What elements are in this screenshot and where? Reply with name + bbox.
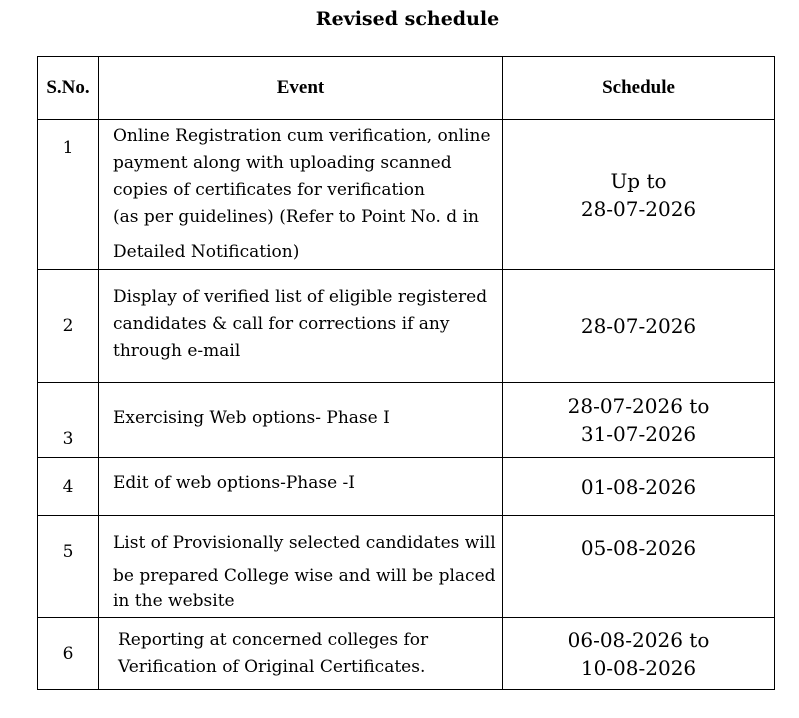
header-row [38, 57, 775, 120]
schedule-line: 05-08-2026 [580, 536, 697, 560]
row-schedule [503, 120, 775, 270]
schedule-line: 06-08-2026 to [567, 627, 710, 652]
row-schedule [503, 618, 775, 690]
schedule-line: 28-07-2026 [580, 314, 697, 338]
event-line: payment along with uploading scanned [113, 153, 452, 173]
row-event [99, 383, 503, 458]
row-schedule [503, 383, 775, 458]
row-sno: 4 [38, 458, 99, 516]
header-sno: S.No. [38, 57, 99, 120]
table-row [38, 120, 775, 270]
table-row [38, 270, 775, 383]
row-sno: 6 [38, 618, 99, 690]
row-event [99, 618, 503, 690]
event-line: Detailed Notification) [113, 242, 300, 262]
event-line: candidates & call for corrections if any [113, 314, 450, 334]
schedule-line: 28-07-2026 to [567, 394, 710, 418]
event-line: be prepared College wise and will be placed [113, 566, 496, 586]
row-event [99, 516, 503, 618]
event-line: Reporting at concerned colleges for [118, 629, 429, 650]
row-event [99, 458, 503, 516]
event-line: Verification of Original Certificates. [118, 656, 426, 677]
schedule-line: 28-07-2026 [580, 196, 697, 221]
table-row [38, 618, 775, 690]
page-title: Revised schedule [315, 8, 500, 30]
event-line: copies of certificates for verification [113, 180, 425, 200]
event-line: in the website [113, 591, 235, 611]
row-sno: 2 [38, 270, 99, 383]
event-line: Edit of web options-Phase -I [113, 473, 356, 493]
table-row [38, 458, 775, 516]
header-schedule: Schedule [503, 57, 775, 120]
table-row [38, 516, 775, 618]
row-schedule [503, 516, 775, 618]
event-line: List of Provisionally selected candidates will [113, 533, 496, 553]
event-line: through e-mail [113, 341, 241, 361]
row-sno: 5 [38, 516, 99, 618]
row-sno: 3 [38, 383, 99, 458]
schedule-line: 10-08-2026 [580, 655, 697, 680]
event-line: Exercising Web options- Phase I [113, 408, 390, 428]
schedule-line: 31-07-2026 [580, 422, 697, 446]
row-schedule [503, 458, 775, 516]
schedule-table [37, 56, 775, 690]
table-row [38, 383, 775, 458]
schedule-line: Up to [610, 168, 667, 193]
row-schedule [503, 270, 775, 383]
header-event: Event [99, 57, 503, 120]
row-sno: 1 [38, 120, 99, 270]
event-line: Display of verified list of eligible registered [113, 287, 488, 307]
row-event [99, 270, 503, 383]
event-line: (as per guidelines) (Refer to Point No. d in [113, 207, 479, 227]
event-line: Online Registration cum verification, online [113, 126, 491, 146]
row-event [99, 120, 503, 270]
schedule-line: 01-08-2026 [580, 474, 697, 499]
